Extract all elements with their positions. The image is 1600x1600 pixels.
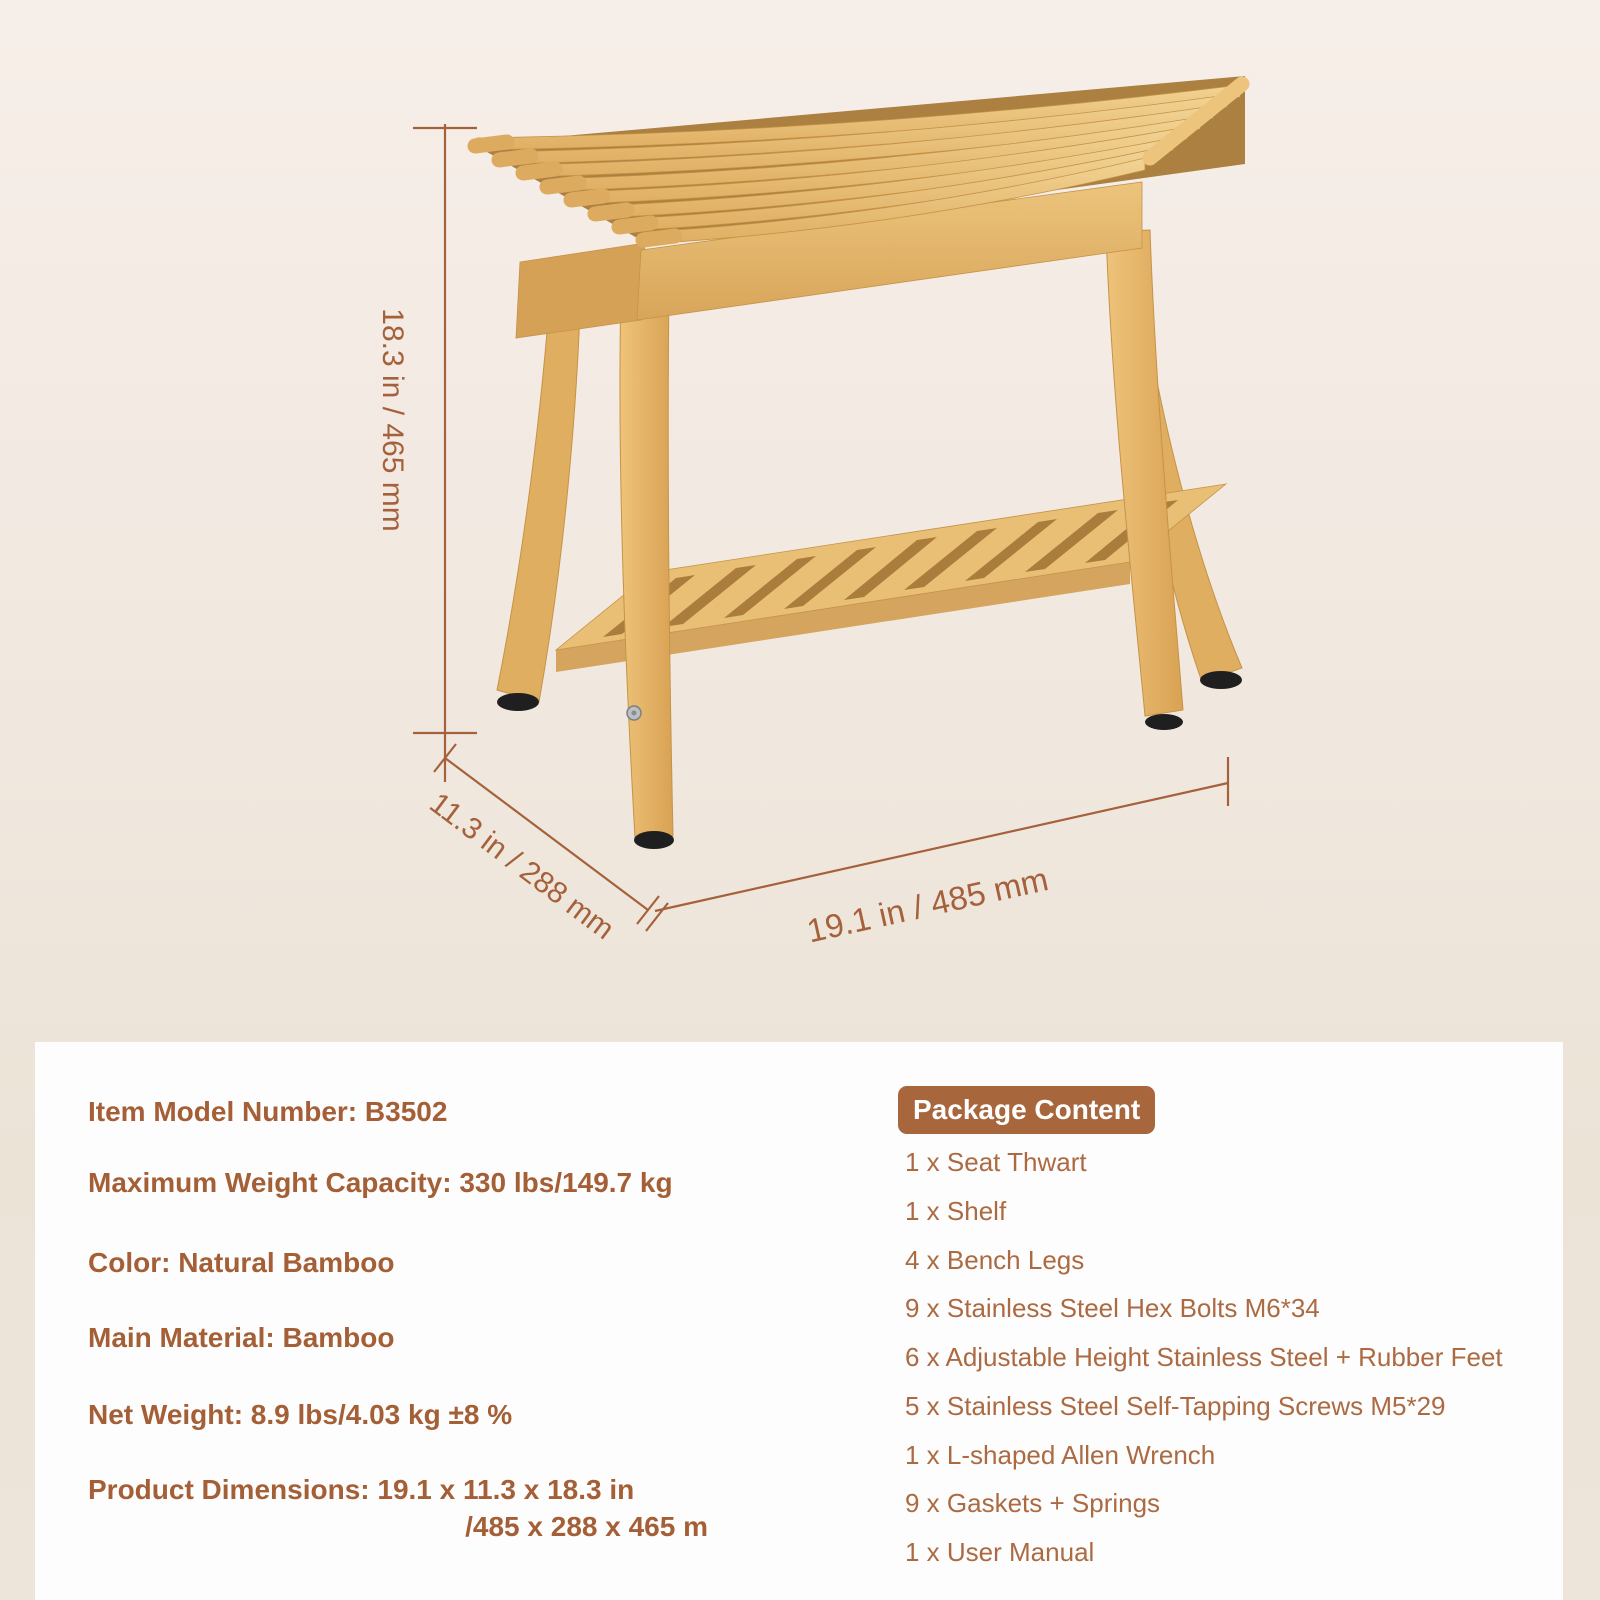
rubber-foot bbox=[497, 693, 539, 711]
spec-dimensions-line1: Product Dimensions: 19.1 x 11.3 x 18.3 in bbox=[88, 1474, 635, 1505]
rubber-foot bbox=[1200, 671, 1242, 689]
spec-panel bbox=[35, 1042, 1563, 1600]
width-dimension-label: 19.1 in / 485 mm bbox=[803, 860, 1052, 950]
package-content-badge: Package Content bbox=[898, 1086, 1155, 1134]
package-item-screws: 5 x Stainless Steel Self-Tapping Screws M5*29 bbox=[905, 1390, 1446, 1421]
package-item-gaskets: 9 x Gaskets + Springs bbox=[905, 1488, 1161, 1519]
package-item-rubber-feet: 6 x Adjustable Height Stainless Steel + Rubber Feet bbox=[905, 1342, 1503, 1372]
package-item-user-manual: 1 x User Manual bbox=[905, 1537, 1095, 1567]
spec-material: Main Material: Bamboo bbox=[88, 1322, 395, 1353]
spec-item-model: Item Model Number: B3502 bbox=[88, 1096, 448, 1127]
hex-bolt-socket bbox=[632, 711, 637, 716]
height-dimension-label: 18.3 in / 465 mm bbox=[376, 308, 409, 532]
spec-dimensions-line2: /485 x 288 x 465 m bbox=[465, 1511, 708, 1542]
package-item-shelf: 1 x Shelf bbox=[905, 1195, 1007, 1226]
package-item-bench-legs: 4 x Bench Legs bbox=[905, 1244, 1085, 1275]
spec-net-weight: Net Weight: 8.9 lbs/4.03 kg ±8 % bbox=[88, 1399, 513, 1430]
spec-color: Color: Natural Bamboo bbox=[88, 1247, 395, 1278]
rubber-foot bbox=[634, 831, 674, 849]
rubber-foot bbox=[1145, 714, 1183, 730]
package-item-seat-thwart: 1 x Seat Thwart bbox=[905, 1147, 1087, 1177]
package-item-allen-wrench: 1 x L-shaped Allen Wrench bbox=[905, 1439, 1216, 1470]
package-item-hex-bolts: 9 x Stainless Steel Hex Bolts M6*34 bbox=[905, 1293, 1320, 1324]
spec-weight-capacity: Maximum Weight Capacity: 330 lbs/149.7 kg bbox=[88, 1167, 673, 1198]
depth-dimension-label: 11.3 in / 288 mm bbox=[423, 786, 620, 947]
package-content-list bbox=[905, 1138, 1503, 1577]
